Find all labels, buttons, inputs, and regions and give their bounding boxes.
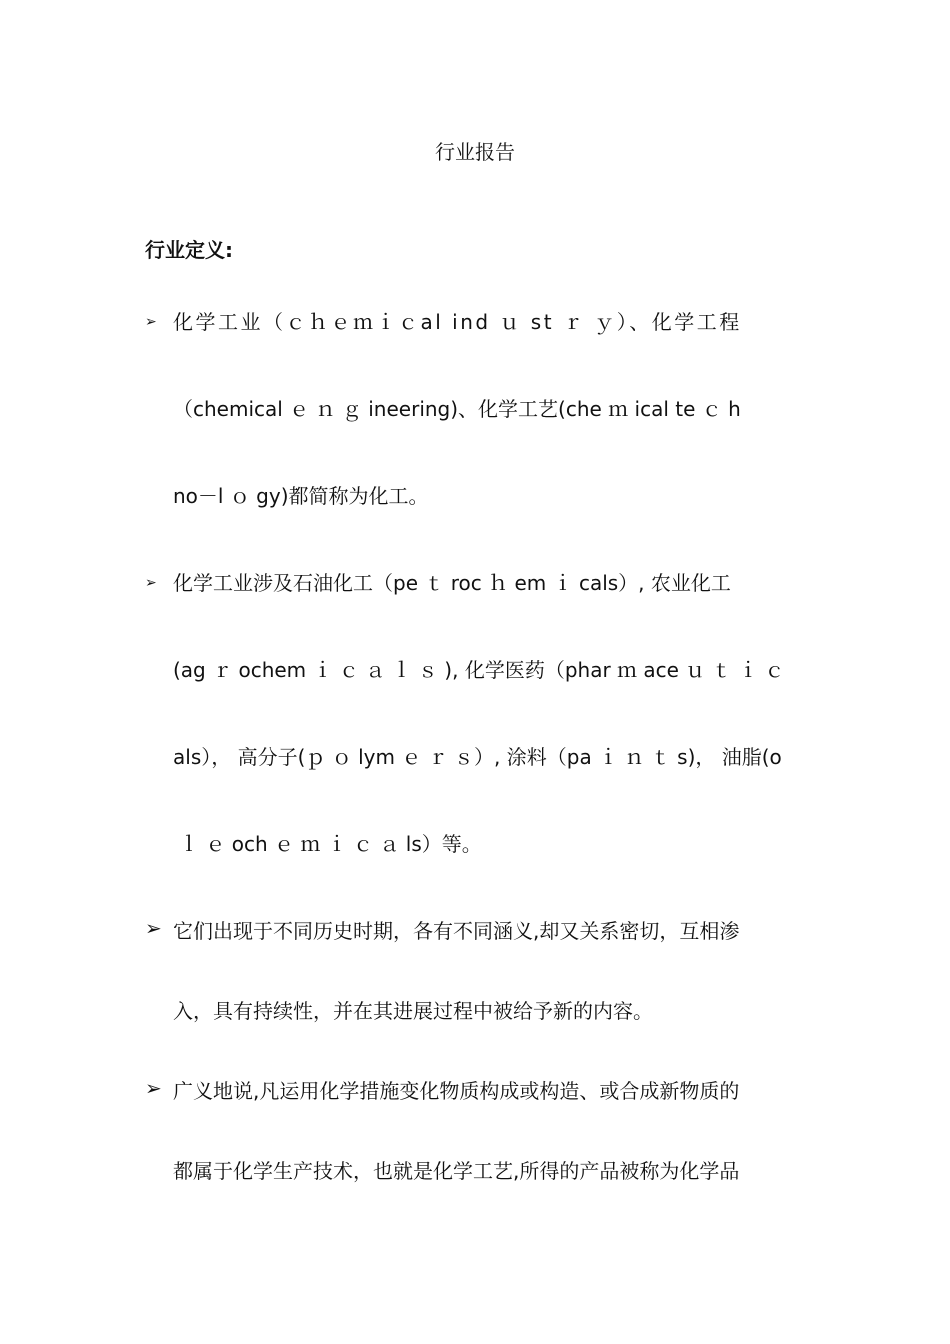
section-heading: 行业定义: (145, 238, 233, 262)
bullet-item-4 (145, 1077, 807, 1237)
bullet-item-2 (145, 569, 807, 917)
arrow-bullet-icon: ➢ (145, 916, 162, 940)
paragraph-line: 化学工业涉及石油化工（pe ｔ roc ｈ em ｉ cals）, 农业化工 (173, 571, 731, 595)
paragraph-line: no－l ｏ gy)都简称为化工。 (173, 484, 429, 508)
bullet-item-3 (145, 917, 807, 1077)
paragraph-line: （chemical ｅ ｎ ｇ ineering)、化学工艺(che ｍ ical te ｃ h (173, 397, 741, 421)
arrow-bullet-icon: ➢ (145, 575, 157, 591)
arrow-bullet-icon: ➢ (145, 314, 157, 330)
paragraph-line: (ag ｒ ochem ｉ ｃ ａ ｌ ｓ ), 化学医药（phar ｍ ace ｕ ｔ ｉ ｃ (173, 658, 785, 682)
bullet-item-1 (145, 308, 807, 569)
paragraph-line: 化学工业（ｃｈｅｍｉｃal ind ｕ st ｒ ｙ）、化学工程 (173, 310, 742, 334)
page-title: 行业报告 (435, 140, 515, 164)
paragraph-line: 都属于化学生产技术，也就是化学工艺,所得的产品被称为化学品 (173, 1159, 740, 1183)
paragraph-line: 广义地说,凡运用化学措施变化物质构成或构造、或合成新物质的 (173, 1079, 740, 1103)
paragraph-line: 入，具有持续性，并在其进展过程中被给予新的内容。 (173, 999, 653, 1023)
bullet-list (145, 308, 807, 1237)
paragraph-line: als）， 高分子(ｐ ｏ lym ｅ ｒ ｓ）, 涂料（pa ｉ ｎ ｔ s)， 油脂(o (173, 745, 782, 769)
paragraph-line: ｌ ｅ och ｅ ｍ ｉ ｃ ａ ls）等。 (179, 832, 482, 856)
arrow-bullet-icon: ➢ (145, 1076, 162, 1100)
paragraph-line: 它们出现于不同历史时期，各有不同涵义,却又关系密切，互相渗 (173, 919, 740, 943)
